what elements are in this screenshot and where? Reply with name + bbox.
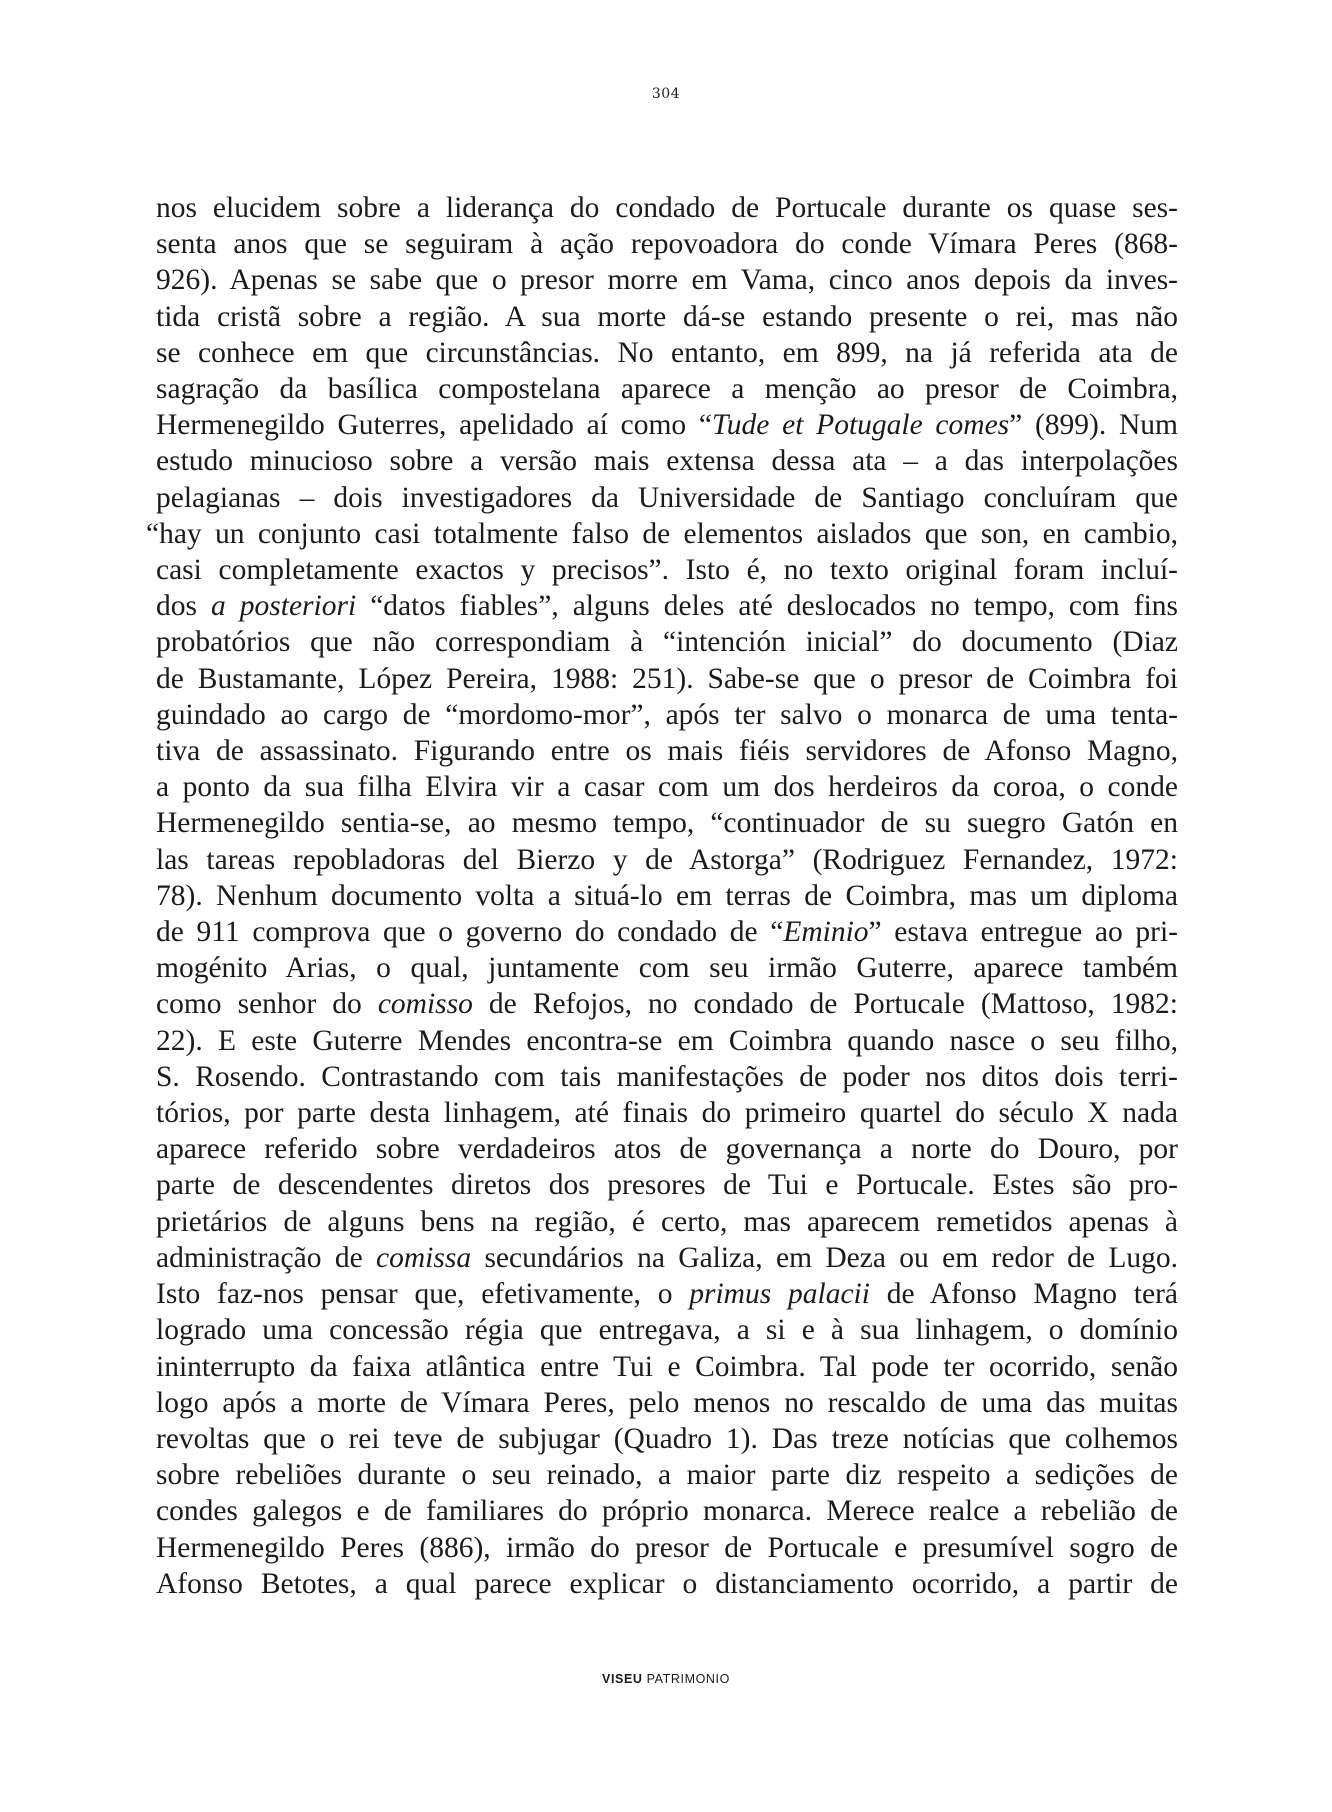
line-text: tida cristã sobre a região. A sua morte dá-se estando presente o rei, mas não — [156, 300, 1178, 333]
text-line — [156, 443, 1178, 479]
text-line — [156, 480, 1178, 516]
line-text: de Bustamante, López Pereira, 1988: 251). Sabe-se que o presor de Coimbra foi — [156, 662, 1178, 695]
line-text: S. Rosendo. Contrastando com tais manifestações de poder nos ditos dois terri- — [156, 1060, 1178, 1093]
line-text: 22). E este Guterre Mendes encontra-se em Coimbra quando nasce o seu filho, — [156, 1024, 1178, 1057]
text-line — [156, 299, 1178, 335]
line-text: prietários de alguns bens na região, é certo, mas aparecem remetidos apenas à — [156, 1205, 1178, 1238]
line-text: tórios, por parte desta linhagem, até finais do primeiro quartel do século X nada — [156, 1097, 1178, 1130]
text-line — [156, 1276, 1178, 1312]
line-text: nos elucidem sobre a liderança do condado de Portucale durante os quase ses- — [156, 192, 1178, 224]
line-text: parte de descendentes diretos dos presores de Tui e Portucale. Estes são pro- — [156, 1169, 1178, 1202]
text-line — [156, 371, 1178, 407]
line-text: ” (899). Num — [1009, 409, 1178, 442]
line-text: sobre rebeliões durante o seu reinado, a maior parte diz respeito a sedições de — [156, 1459, 1178, 1492]
text-line — [156, 878, 1178, 914]
footer-title: PATRIMONIO — [646, 1672, 730, 1686]
italic-term: Tude et Potugale comes — [712, 409, 1010, 442]
text-line — [156, 1240, 1178, 1276]
text-line — [156, 842, 1178, 878]
text-line — [156, 733, 1178, 769]
line-text: “datos fiables”, alguns deles até deslocados no tempo, com fins — [356, 590, 1179, 623]
line-text: aparece referido sobre verdadeiros atos de governança a norte do Douro, por — [156, 1133, 1178, 1166]
page-number: 304 — [651, 86, 681, 102]
text-line — [156, 805, 1178, 841]
text-line — [156, 1131, 1178, 1167]
body-text — [146, 190, 1179, 1602]
line-text: secundários na Galiza, em Deza ou em redor de Lugo. — [471, 1241, 1178, 1274]
line-text: casi completamente exactos y precisos”. Isto é, no texto original foram incluí- — [156, 554, 1178, 587]
line-text: 78). Nenhum documento volta a situá-lo em terras de Coimbra, mas um diploma — [156, 879, 1178, 912]
text-line — [156, 769, 1178, 805]
line-text: ” estava entregue ao pri- — [868, 916, 1178, 949]
text-line — [156, 1095, 1178, 1131]
line-text: se conhece em que circunstâncias. No entanto, em 899, na já referida ata de — [156, 336, 1178, 369]
text-line — [156, 1023, 1178, 1059]
text-line — [156, 1059, 1178, 1095]
line-text: las tareas repobladoras del Bierzo y de Astorga” (Rodriguez Fernandez, 1972: — [156, 843, 1178, 876]
line-text: senta anos que se seguiram à ação repovoadora do conde Vímara Peres (868- — [156, 228, 1178, 261]
italic-term: comisso — [377, 988, 473, 1021]
line-text: guindado ao cargo de “mordomo-mor”, após ter salvo o monarca de uma tenta- — [156, 698, 1178, 731]
italic-term: comissa — [376, 1241, 472, 1274]
text-line — [156, 1566, 1178, 1602]
line-text: 926). Apenas se sabe que o presor morre em Vama, cinco anos depois da inves- — [156, 264, 1178, 297]
line-text: Hermenegildo sentia-se, ao mesmo tempo, “continuador de su suegro Gatón en — [156, 807, 1178, 840]
text-line — [156, 914, 1178, 950]
line-text: revoltas que o rei teve de subjugar (Quadro 1). Das treze notícias que colhemos — [156, 1422, 1178, 1455]
text-line — [156, 1385, 1178, 1421]
text-line — [156, 1530, 1178, 1566]
line-text: estudo minucioso sobre a versão mais extensa dessa ata – a das interpolações — [156, 445, 1178, 478]
running-footer — [0, 1672, 1332, 1686]
line-text: como senhor do — [156, 988, 378, 1021]
line-text: de Refojos, no condado de Portucale (Mattoso, 1982: — [472, 988, 1179, 1021]
line-text: Hermenegildo Peres (886), irmão do presor de Portucale e presumível sogro de — [156, 1531, 1178, 1564]
text-line — [156, 624, 1178, 660]
line-text: logrado uma concessão régia que entregava, a si e à sua linhagem, o domínio — [156, 1314, 1178, 1347]
line-text: mogénito Arias, o qual, juntamente com seu irmão Guterre, aparece também — [156, 952, 1178, 985]
line-text: Hermenegildo Guterres, apelidado aí como “ — [156, 409, 713, 442]
line-text: de Afonso Magno terá — [869, 1278, 1178, 1311]
text-line — [156, 335, 1178, 371]
line-text: sagração da basílica compostelana aparece a menção ao presor de Coimbra, — [156, 373, 1178, 406]
line-text: condes galegos e de familiares do próprio monarca. Merece realce a rebelião de — [156, 1495, 1178, 1528]
text-line — [156, 986, 1178, 1022]
line-text: tiva de assassinato. Figurando entre os mais fiéis servidores de Afonso Magno, — [156, 735, 1178, 768]
italic-term: Eminio — [783, 916, 869, 949]
text-line — [156, 226, 1178, 262]
text-line — [156, 552, 1178, 588]
text-line — [156, 1493, 1178, 1529]
text-line — [156, 1349, 1178, 1385]
italic-term: a posteriori — [211, 590, 357, 623]
line-text: logo após a morte de Vímara Peres, pelo menos no rescaldo de uma das muitas — [156, 1386, 1178, 1419]
text-line — [156, 1457, 1178, 1493]
line-text: de 911 comprova que o governo do condado de “ — [156, 916, 784, 949]
line-text: ininterrupto da faixa atlântica entre Tui e Coimbra. Tal pode ter ocorrido, senão — [156, 1350, 1178, 1383]
text-line — [156, 1312, 1178, 1348]
text-line — [156, 950, 1178, 986]
text-line — [156, 1204, 1178, 1240]
text-line — [156, 1167, 1178, 1203]
line-text: “hay un conjunto casi totalmente falso de elementos aislados que son, en cambio, — [146, 517, 1178, 550]
text-line — [146, 516, 1178, 552]
text-line — [156, 697, 1178, 733]
text-line — [156, 190, 1178, 226]
text-line — [156, 588, 1178, 624]
line-text: administração de — [156, 1241, 377, 1274]
line-text: a ponto da sua filha Elvira vir a casar com um dos herdeiros da coroa, o conde — [156, 771, 1178, 804]
line-text: Afonso Betotes, a qual parece explicar o distanciamento ocorrido, a partir de — [156, 1567, 1178, 1600]
line-text: dos — [156, 590, 212, 623]
footer-brand: VISEU — [602, 1672, 643, 1686]
text-line — [156, 1421, 1178, 1457]
line-text: probatórios que não correspondiam à “intención inicial” do documento (Diaz — [156, 626, 1178, 659]
line-text: Isto faz-nos pensar que, efetivamente, o — [156, 1278, 690, 1311]
text-line — [156, 661, 1178, 697]
text-line — [156, 407, 1178, 443]
text-line — [156, 262, 1178, 298]
italic-term: primus palacii — [689, 1278, 870, 1311]
line-text: pelagianas – dois investigadores da Universidade de Santiago concluíram que — [156, 481, 1178, 514]
